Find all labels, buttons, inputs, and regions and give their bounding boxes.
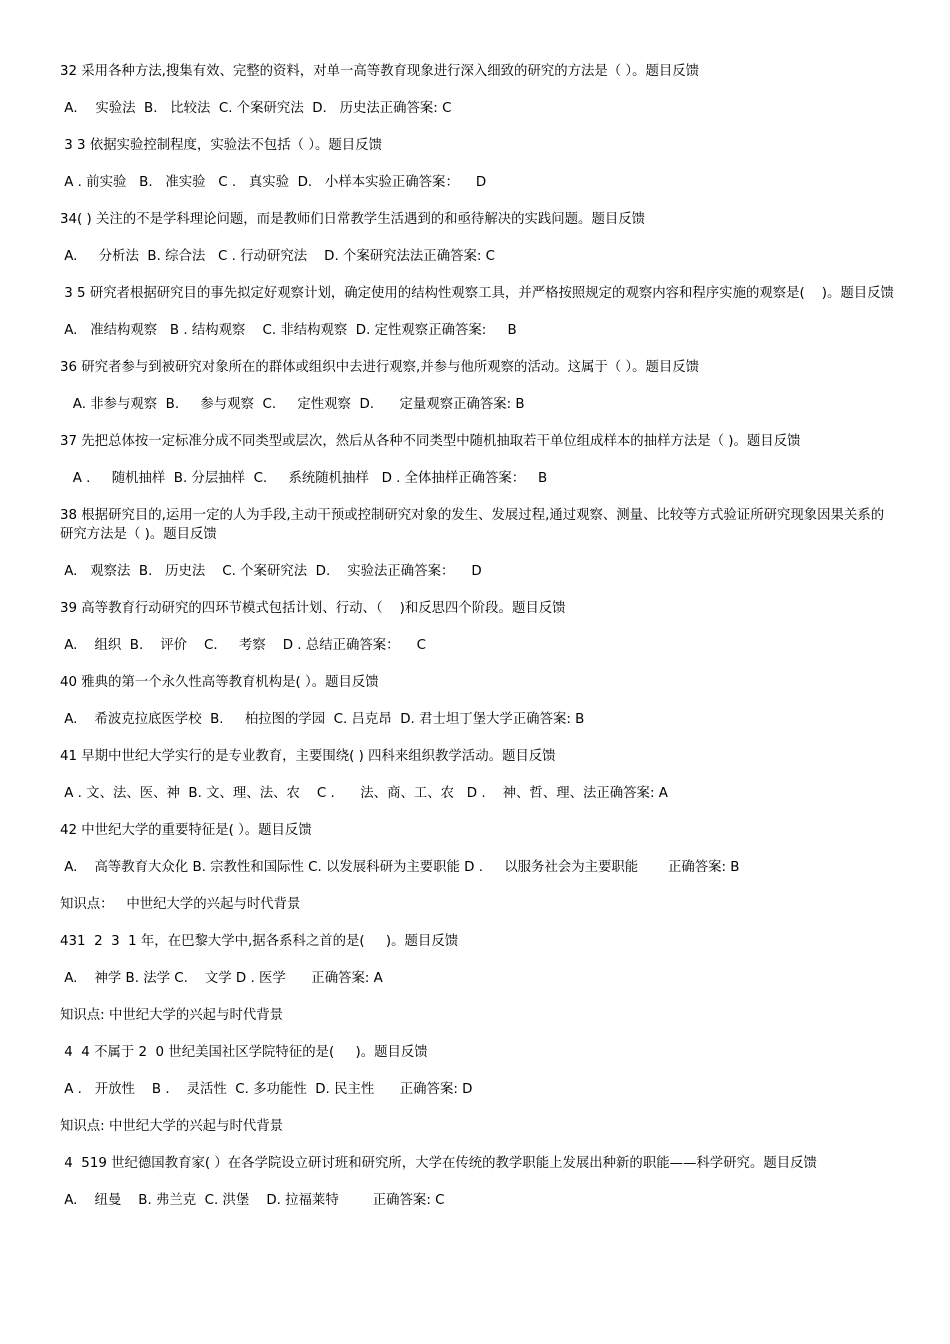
question-35: 3 5 研究者根据研究目的事先拟定好观察计划，确定使用的结构性观察工具，并严格按照规定的观察内容和程序实施的观察是( )。题目反馈 (60, 286, 894, 301)
question-41: 41 早期中世纪大学实行的是专业教育，主要围绕( ) 四科来组织教学活动。题目反馈 (60, 749, 556, 764)
question-43: 431 2 3 1 年，在巴黎大学中,据各系科之首的是( )。题目反馈 (60, 934, 459, 949)
answer-options-34: A. 分析法 B. 综合法 C . 行动研究法 D. 个案研究法法正确答案: C (60, 249, 495, 264)
question-34: 34( ) 关注的不是学科理论问题，而是教师们日常教学生活遇到的和亟待解决的实践问题。题目反馈 (60, 212, 646, 227)
question-32: 32 采用各种方法,搜集有效、完整的资料，对单一高等教育现象进行深入细致的研究的方法是（ ）。题目反馈 (60, 64, 700, 79)
question-44: 4 4 不属于 2 0 世纪美国社区学院特征的是( )。题目反馈 (60, 1045, 428, 1060)
question-38: 38 根据研究目的,运用一定的人为手段,主动干预或控制研究对象的发生、发展过程,通过观察、测量、比较等方式验证所研究现象因果关系的研究方法是（ )。题目反馈 (60, 508, 885, 542)
answer-options-32: A． 实验法 B. 比较法 C. 个案研究法 D. 历史法正确答案: C (60, 101, 452, 116)
question-37: 37 先把总体按一定标准分成不同类型或层次，然后从各种不同类型中随机抽取若干单位组成样本的抽样方法是（ )。题目反馈 (60, 434, 801, 449)
answer-options-36: A. 非参与观察 B. 参与观察 C. 定性观察 D. 定量观察正确答案: B (60, 397, 525, 412)
question-36: 36 研究者参与到被研究对象所在的群体或组织中去进行观察,并参与他所观察的活动。这属于（ ）。题目反馈 (60, 360, 700, 375)
answer-options-39: A. 组织 B. 评价 C. 考察 D . 总结正确答案： C (60, 638, 426, 653)
knowledge-point-42: 知识点： 中世纪大学的兴起与时代背景 (60, 897, 301, 912)
knowledge-point-43: 知识点: 中世纪大学的兴起与时代背景 (60, 1008, 284, 1023)
question-40: 40 雅典的第一个永久性高等教育机构是( ）。题目反馈 (60, 675, 379, 690)
answer-options-33: A . 前实验 B. 准实验 C . 真实验 D. 小样本实验正确答案： D (60, 175, 487, 190)
question-39: 39 高等教育行动研究的四环节模式包括计划、行动、（ )和反思四个阶段。题目反馈 (60, 601, 566, 616)
answer-options-42: A. 高等教育大众化 B. 宗教性和国际性 C. 以发展科研为主要职能 D . 以服务社会为主要职能 正确答案: B (60, 860, 740, 875)
answer-options-35: A. 准结构观察 B . 结构观察 C. 非结构观察 D. 定性观察正确答案: B (60, 323, 517, 338)
answer-options-41: A . 文、法、医、神 B. 文、理、法、农 C . 法、商、工、农 D . 神、哲、理、法正确答案: A (60, 786, 668, 801)
answer-options-38: A. 观察法 B. 历史法 C. 个案研究法 D. 实验法正确答案： D (60, 564, 482, 579)
question-42: 42 中世纪大学的重要特征是( ）。题目反馈 (60, 823, 312, 838)
answer-options-45: A. 纽曼 B. 弗兰克 C. 洪堡 D. 拉福莱特 正确答案: C (60, 1193, 445, 1208)
answer-options-43: A. 神学 B. 法学 C. 文学 D . 医学 正确答案: A (60, 971, 383, 986)
answer-options-44: A . 开放性 B . 灵活性 C. 多功能性 D. 民主性 正确答案: D (60, 1082, 473, 1097)
knowledge-point-44: 知识点: 中世纪大学的兴起与时代背景 (60, 1119, 284, 1134)
answer-options-37: A . 随机抽样 B. 分层抽样 C. 系统随机抽样 D . 全体抽样正确答案： B (60, 471, 548, 486)
question-33: 3 3 依据实验控制程度，实验法不包括（ ）。题目反馈 (60, 138, 382, 153)
document-page (60, 62, 895, 1228)
answer-options-40: A. 希波克拉底医学校 B. 柏拉图的学园 C. 吕克昂 D. 君士坦丁堡大学正确答案: B (60, 712, 585, 727)
question-45: 4 519 世纪德国教育家( ）在各学院设立研讨班和研究所，大学在传统的教学职能上发展出种新的职能——科学研究。题目反馈 (60, 1156, 817, 1171)
